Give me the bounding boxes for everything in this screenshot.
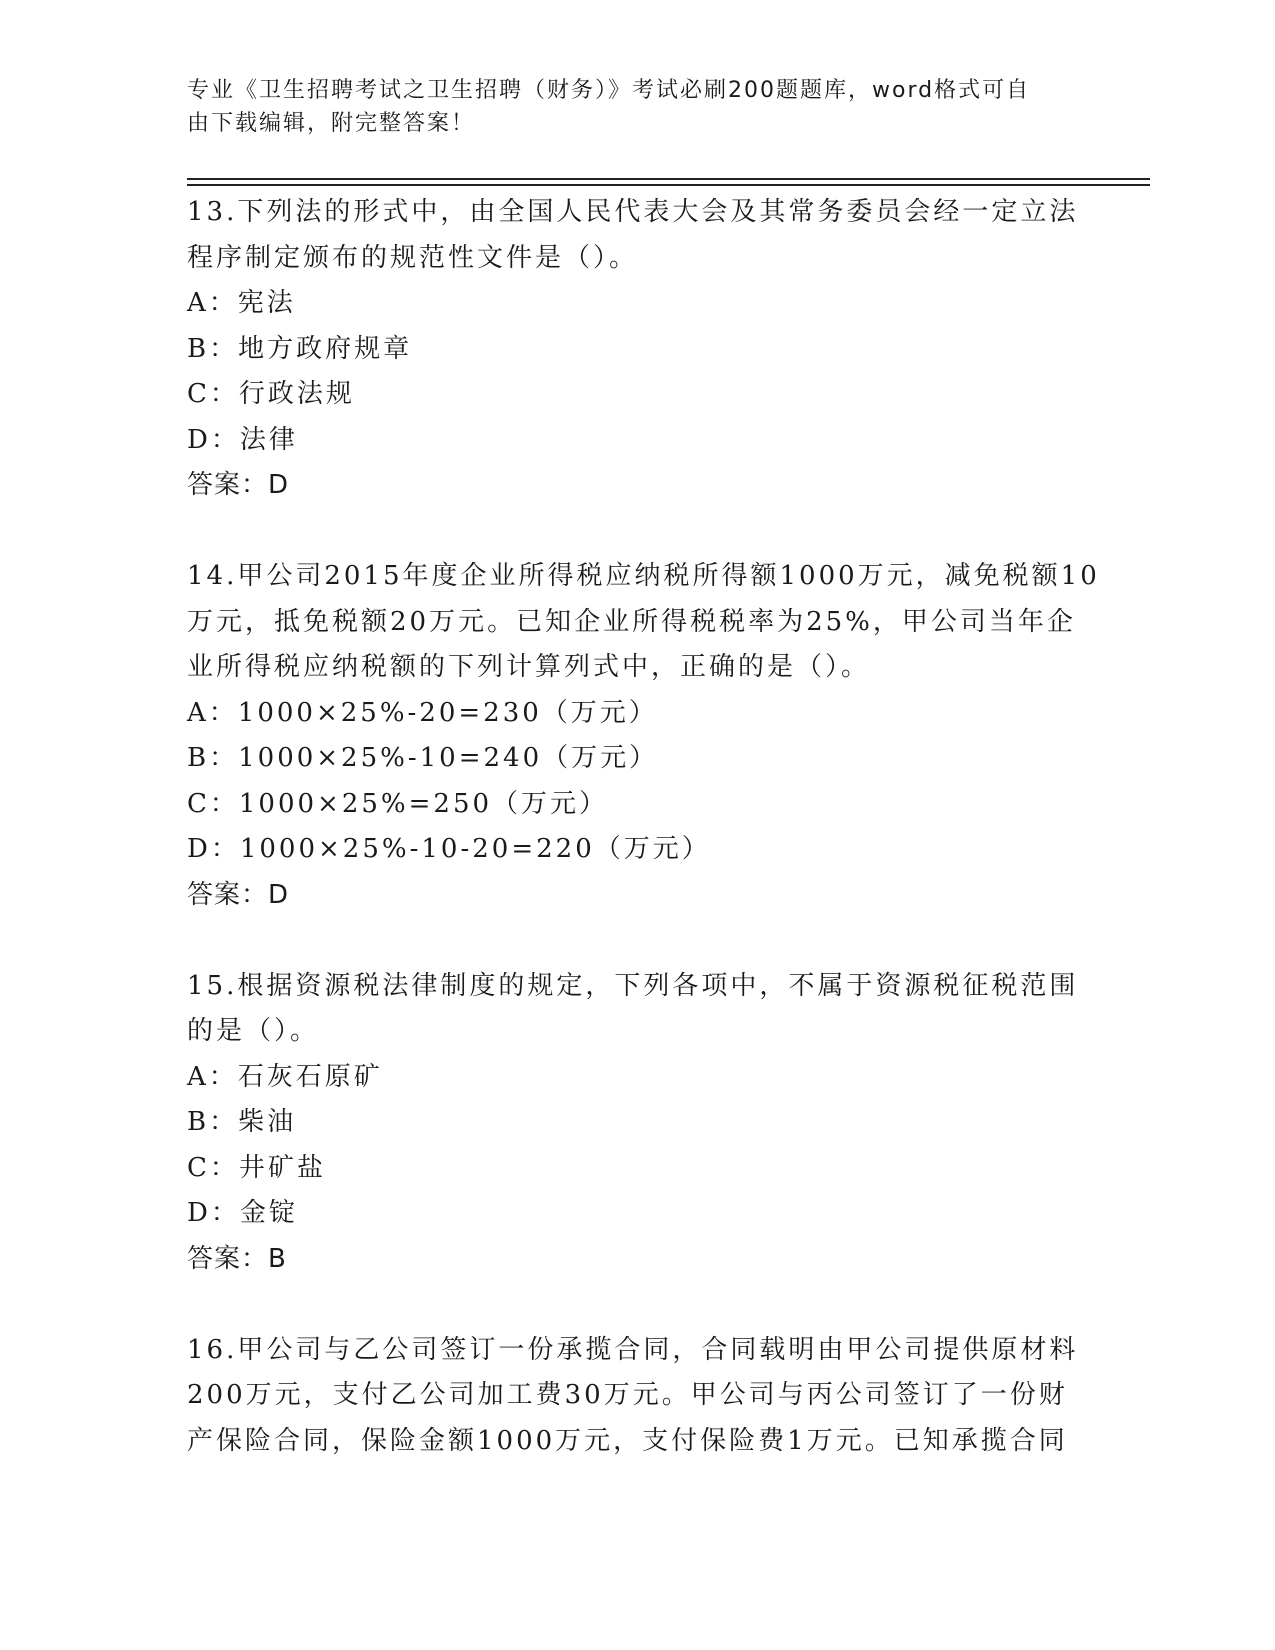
option-d: D：1000×25%-10-20=220（万元） [187,834,711,864]
option-d: D：法律 [187,424,298,455]
question-stem: 15.根据资源税法律制度的规定，下列各项中，不属于资源税征税范围 [187,970,1079,1001]
question-stem: 200万元，支付乙公司加工费30万元。甲公司与丙公司签订了一份财 [187,1380,1068,1410]
question-15 [187,964,1087,1283]
answer-line: 答案：D [187,470,290,500]
question-list [187,190,1100,1464]
option-b: B：1000×25%-10=240（万元） [187,743,659,773]
option-b: B：柴油 [187,1107,297,1137]
header-divider [187,178,1150,180]
question-14 [187,554,1100,918]
question-spacer [187,918,1087,964]
option-c: C：行政法规 [187,379,355,409]
header-line: 由下载编辑，附完整答案！ [187,111,476,136]
question-stem: 业所得税应纳税额的下列计算列式中，正确的是（）。 [187,652,871,682]
option-a: A：1000×25%-20=230（万元） [187,697,658,728]
question-stem: 产保险合同，保险金额1000万元，支付保险费1万元。已知承揽合同 [187,1425,1068,1456]
header-line: 专业《卫生招聘考试之卫生招聘（财务）》考试必刷200题题库，word格式可自 [187,78,1031,103]
option-b: B：地方政府规章 [187,333,413,364]
question-spacer [187,1282,1087,1328]
question-spacer [187,509,1087,555]
answer-line: 答案：D [187,879,290,910]
answer-line: 答案：B [187,1243,287,1274]
question-stem: 16.甲公司与乙公司签订一份承揽合同，合同载明由甲公司提供原材料 [187,1334,1079,1365]
question-stem: 14.甲公司2015年度企业所得税应纳税所得额1000万元，减免税额10 [187,561,1100,591]
question-stem: 程序制定颁布的规范性文件是（）。 [187,242,639,273]
option-c: C：井矿盐 [187,1152,326,1183]
option-c: C：1000×25%=250（万元） [187,788,609,819]
question-stem: 的是（）。 [187,1016,320,1046]
option-d: D：金锭 [187,1198,298,1228]
question-13 [187,190,1087,509]
question-stem: 万元，抵免税额20万元。已知企业所得税税率为25%，甲公司当年企 [187,606,1076,637]
header-divider [187,184,1150,186]
question-16 [187,1328,1087,1465]
option-a: A：宪法 [187,288,296,318]
question-stem: 13.下列法的形式中，由全国人民代表大会及其常务委员会经一定立法 [187,197,1079,227]
document-header [187,74,1067,140]
option-a: A：石灰石原矿 [187,1061,383,1092]
